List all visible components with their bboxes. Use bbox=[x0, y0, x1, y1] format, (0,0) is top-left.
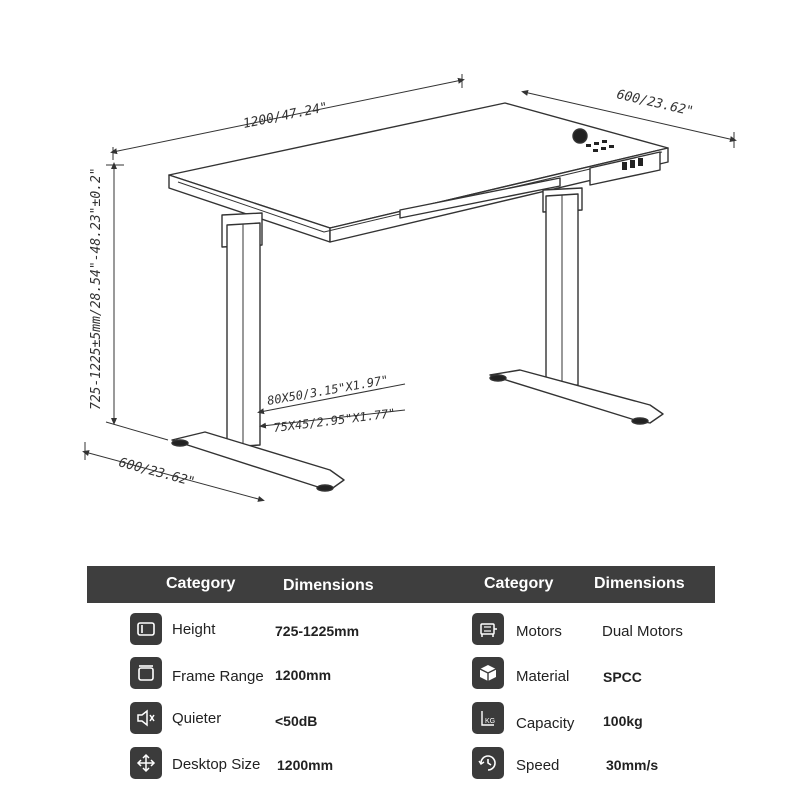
width-label: 1200/47.24" bbox=[241, 100, 330, 132]
header-dimensions-right: Dimensions bbox=[594, 575, 685, 592]
depth-top-label: 600/23.62" bbox=[615, 87, 695, 120]
table-row bbox=[130, 657, 410, 693]
row-value: Dual Motors bbox=[602, 623, 683, 640]
header-dimensions-left: Dimensions bbox=[283, 577, 374, 594]
row-value: <50dB bbox=[275, 713, 318, 729]
row-category: Speed bbox=[516, 757, 560, 774]
table-row bbox=[472, 657, 712, 693]
height-label: 725-1225±5mm/28.54"-48.23"±0.2" bbox=[89, 167, 104, 410]
speaker-quiet-icon bbox=[130, 702, 162, 734]
row-category: Frame Range bbox=[172, 668, 264, 685]
row-category: Motors bbox=[516, 623, 562, 640]
table-row bbox=[472, 747, 712, 783]
header-category-left: Category bbox=[166, 575, 236, 592]
row-value: 1200mm bbox=[275, 667, 332, 683]
row-value: 100kg bbox=[603, 713, 643, 729]
cube-icon bbox=[472, 657, 504, 689]
row-category: Material bbox=[516, 668, 570, 685]
lower-column-label: 75X45/2.95"X1.77" bbox=[272, 406, 397, 435]
expand-arrows-icon bbox=[130, 747, 162, 779]
motor-icon bbox=[472, 613, 504, 645]
header-category-right: Category bbox=[484, 575, 554, 592]
row-category: Capacity bbox=[516, 715, 575, 732]
svg-text:KG: KG bbox=[485, 718, 496, 725]
frame-range-icon bbox=[130, 657, 162, 689]
row-value: 30mm/s bbox=[606, 757, 659, 773]
depth-bottom-label: 600/23.62" bbox=[116, 455, 197, 491]
table-row bbox=[130, 747, 410, 783]
row-category: Height bbox=[172, 621, 216, 638]
upper-column-label: 80X50/3.15"X1.97" bbox=[266, 372, 390, 408]
height-icon bbox=[130, 613, 162, 645]
row-value: 1200mm bbox=[277, 757, 334, 773]
row-category: Quieter bbox=[172, 710, 222, 727]
row-value: SPCC bbox=[603, 669, 642, 685]
row-category: Desktop Size bbox=[172, 756, 261, 773]
table-row bbox=[472, 702, 712, 738]
speed-gauge-icon bbox=[472, 747, 504, 779]
table-header bbox=[87, 566, 715, 603]
table-row bbox=[130, 613, 410, 649]
weight-kg-icon bbox=[472, 702, 504, 734]
table-row bbox=[130, 702, 410, 738]
row-value: 725-1225mm bbox=[275, 623, 360, 639]
table-row bbox=[472, 613, 712, 649]
control-knob bbox=[573, 129, 587, 143]
